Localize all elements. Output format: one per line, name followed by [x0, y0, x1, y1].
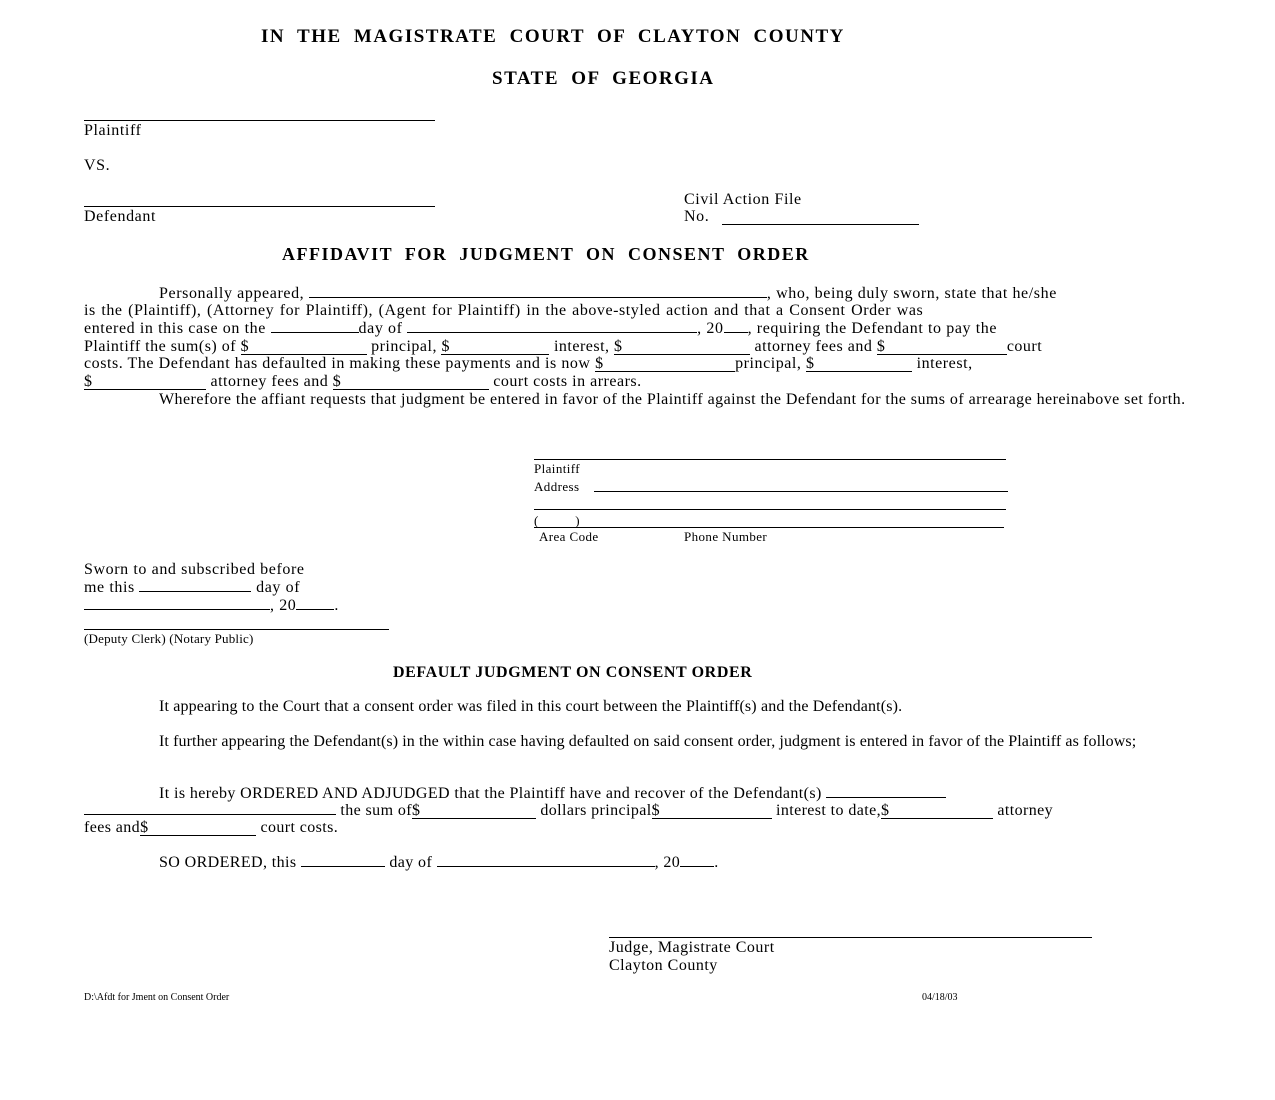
- consent-attorney-fees-field[interactable]: $: [614, 340, 750, 355]
- plaintiff-name-line[interactable]: [84, 120, 435, 121]
- affidavit-line-5: [84, 355, 973, 373]
- jurat-line-3: [84, 597, 339, 615]
- footer-file-path: D:\Afdt for Jment on Consent Order: [84, 992, 230, 1003]
- entered-year-field[interactable]: [724, 320, 748, 333]
- sworn-text: Sworn to and subscribed before: [84, 561, 305, 578]
- affidavit-line-3: [84, 320, 997, 338]
- consent-court-costs-field[interactable]: $: [877, 340, 1007, 355]
- phone-number-label: Phone Number: [684, 529, 768, 544]
- affidavit-line-2: is the (Plaintiff), (Attorney for Plaintiff), (Agent for Plaintiff) in the above-styled action and that a Consent Order was: [84, 302, 924, 319]
- footer-date: 04/18/03: [922, 992, 958, 1003]
- file-no-label: No.: [684, 208, 710, 225]
- judgment-p3-line-1: [159, 785, 946, 803]
- area-code-label: Area Code: [539, 529, 599, 544]
- arrears-court-costs-field[interactable]: $: [333, 375, 489, 390]
- personally-appeared-text: Personally appeared,: [159, 285, 305, 302]
- civil-action-label: Civil Action File: [684, 191, 802, 208]
- so-ordered-text: SO ORDERED, this: [159, 854, 297, 871]
- judgment-defendant-field-b[interactable]: [84, 802, 336, 815]
- so-ordered-day-field[interactable]: [301, 854, 385, 867]
- arrears-principal-field[interactable]: $: [595, 357, 735, 372]
- address-field-line-2[interactable]: [534, 509, 1006, 510]
- address-label: Address: [534, 479, 580, 494]
- further-appearing-text: It further appearing the Defendant(s) in the within case having defaulted on said consent order, judgment is entered in favor of the Plaintiff as follows;: [159, 733, 1137, 750]
- fees-and-text: fees and: [84, 819, 141, 836]
- judgment-paragraph-1: It appearing to the Court that a consent order was filed in this court between the Plaintiff(s) and the Defendant(s).: [159, 698, 903, 715]
- costs-defaulted-text: costs. The Defendant has defaulted in making these payments and is now: [84, 355, 591, 372]
- plaintiff-label: Plaintiff: [84, 122, 142, 139]
- so-ordered-year-prefix: , 20: [654, 854, 681, 871]
- attorney-text: attorney: [997, 802, 1054, 819]
- judgment-interest-field[interactable]: $: [652, 804, 772, 819]
- affidavit-line-6: [84, 373, 642, 391]
- plaintiff-sum-text: Plaintiff the sum(s) of: [84, 338, 237, 355]
- jurat-year-field[interactable]: [296, 597, 334, 610]
- judgment-defendant-field-a[interactable]: [826, 785, 946, 798]
- consent-principal-field[interactable]: $: [241, 340, 367, 355]
- so-ordered-year-field[interactable]: [680, 854, 714, 867]
- affidavit-paragraph-2: [84, 391, 1190, 409]
- interest-to-date-text: interest to date,: [775, 802, 881, 819]
- state-header: STATE OF GEORGIA: [492, 68, 715, 89]
- arrears-interest-text: interest,: [916, 355, 973, 372]
- judgment-attorney-fees-field[interactable]: $: [881, 804, 993, 819]
- signature-plaintiff-label: Plaintiff: [534, 461, 580, 476]
- court-costs-arrears-text: court costs in arrears.: [493, 373, 642, 390]
- affidavit-line-4: [84, 338, 1042, 356]
- phone-number-field[interactable]: [534, 527, 1004, 528]
- so-ordered-line: [159, 854, 719, 872]
- so-ordered-period: .: [714, 854, 719, 871]
- jurat-line-2: [84, 579, 300, 597]
- principal-text: principal,: [371, 338, 437, 355]
- affidavit-title: AFFIDAVIT FOR JUDGMENT ON CONSENT ORDER: [282, 244, 810, 264]
- judge-county: Clayton County: [609, 957, 718, 974]
- judgment-paragraph-2: [84, 733, 1190, 750]
- notary-label: (Deputy Clerk) (Notary Public): [84, 631, 254, 646]
- jurat-day-field[interactable]: [139, 579, 251, 592]
- plaintiff-signature-line[interactable]: [534, 459, 1006, 460]
- judgment-p3-line-2: [84, 802, 1053, 820]
- judgment-court-costs-field[interactable]: $: [140, 821, 256, 836]
- judgment-title: DEFAULT JUDGMENT ON CONSENT ORDER: [393, 664, 753, 681]
- affidavit-line-1: [159, 285, 1057, 303]
- me-this-text: me this: [84, 579, 135, 596]
- court-header: IN THE MAGISTRATE COURT OF CLAYTON COUNTY: [261, 26, 845, 47]
- ordered-adjudged-text: It is hereby ORDERED AND ADJUDGED that the Plaintiff have and recover of the Defendant(s): [159, 785, 822, 802]
- judgment-p3-line-3: [84, 819, 338, 837]
- year-prefix-text: , 20: [697, 320, 724, 337]
- requiring-text: , requiring the Defendant to pay the: [747, 320, 998, 337]
- vs-label: VS.: [84, 157, 111, 174]
- arrears-interest-field[interactable]: $: [806, 357, 912, 372]
- wherefore-text: Wherefore the affiant requests that judgment be entered in favor of the Plaintiff against the Defendant for the sums of arrearage hereinabove set forth.: [159, 391, 1186, 408]
- jurat-period: .: [334, 597, 340, 614]
- entered-month-field[interactable]: [407, 320, 697, 333]
- defendant-label: Defendant: [84, 208, 157, 225]
- jurat-year-prefix: , 20: [270, 597, 297, 614]
- entered-text: entered in this case on the: [84, 320, 266, 337]
- judge-title: Judge, Magistrate Court: [609, 939, 775, 956]
- file-number-field[interactable]: [722, 224, 919, 225]
- day-of-text: day of: [358, 320, 403, 337]
- sum-of-text: the sum of: [340, 802, 412, 819]
- defendant-name-line[interactable]: [84, 206, 435, 207]
- so-ordered-month-field[interactable]: [437, 854, 655, 867]
- jurat-day-of-text: day of: [256, 579, 301, 596]
- arrears-principal-text: principal,: [735, 355, 802, 372]
- interest-text: interest,: [553, 338, 610, 355]
- notary-signature-line[interactable]: [84, 629, 389, 630]
- arrears-attorney-fees-text: attorney fees and: [210, 373, 329, 390]
- judgment-principal-field[interactable]: $: [412, 804, 536, 819]
- attorney-fees-text: attorney fees and: [754, 338, 873, 355]
- entered-day-field[interactable]: [271, 320, 359, 333]
- judge-signature-line[interactable]: [609, 937, 1092, 938]
- arrears-attorney-fees-field[interactable]: $: [84, 375, 206, 390]
- court-costs-text: court costs.: [260, 819, 339, 836]
- so-ordered-day-of-text: day of: [389, 854, 433, 871]
- affiant-name-field[interactable]: [309, 285, 767, 298]
- who-being-text: , who, being duly sworn, state that he/she: [766, 285, 1057, 302]
- consent-interest-field[interactable]: $: [441, 340, 549, 355]
- dollars-principal-text: dollars principal: [540, 802, 652, 819]
- area-code-field[interactable]: ( ): [534, 513, 580, 528]
- court-text: court: [1006, 338, 1043, 355]
- jurat-month-field[interactable]: [84, 597, 270, 610]
- address-field-line-1[interactable]: [594, 491, 1008, 492]
